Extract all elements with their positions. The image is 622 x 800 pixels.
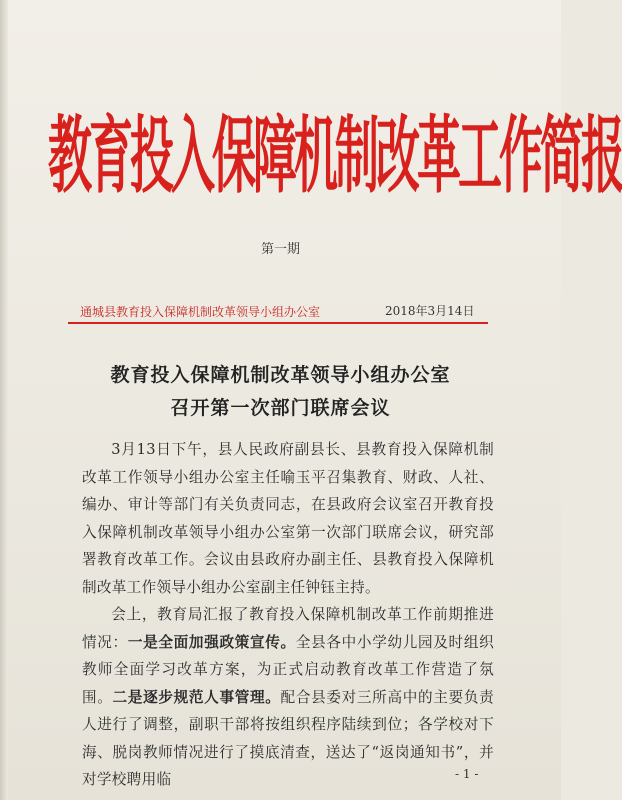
point-two-heading: 二是逐步规范人事管理。 xyxy=(112,688,281,706)
paragraph-1: 3月13日下午，县人民政府副县长、县教育投入保障机制改革工作领导小组办公室主任喻玉平召集教育、财政、人社、编办、审计等部门有关负责同志，在县政府会议室召开教育投入保障机制改革领导小组办公室第一次部门联席会议，研究部署教育改革工作。会议由县政府办副主任、县教育投入保障机制改革工作领导小组办公室副主任钟钰主持。 xyxy=(82,441,494,596)
issuing-organization: 通城县教育投入保障机制改革领导小组办公室 xyxy=(80,305,321,319)
page-number: - 1 - xyxy=(455,767,479,781)
issue-date: 2018年3月14日 xyxy=(385,304,475,318)
issue-number: 第一期 xyxy=(260,242,300,257)
paragraph-2-intro: 会上，教育局汇报了教育投入保障机制改革工作前期推进情况： xyxy=(82,606,494,651)
point-one-heading: 一是全面加强政策宣传。 xyxy=(127,633,296,651)
point-two-text: 配合县委对三所高中的主要负责人进行了调整，副职干部将按组织程序陆续到位；各学校对下海、脱岗教师情况进行了摸底清查，送达了“返岗通知书”，并对学校聘用临 xyxy=(82,688,494,788)
article-title-line-1: 教育投入保障机制改革领导小组办公室 xyxy=(110,364,451,386)
header-divider xyxy=(68,322,488,324)
point-one-text: 全县各中小学幼儿园及时组织教师全面学习改革方案，为正式启动教育改革工作营造了氛围。 xyxy=(82,633,494,706)
newsletter-masthead: 教育投入保障机制改革工作简报 xyxy=(48,108,622,206)
paragraph-2 xyxy=(82,601,494,794)
article-title-line-2: 召开第一次部门联席会议 xyxy=(170,397,391,419)
article-body xyxy=(82,436,494,794)
